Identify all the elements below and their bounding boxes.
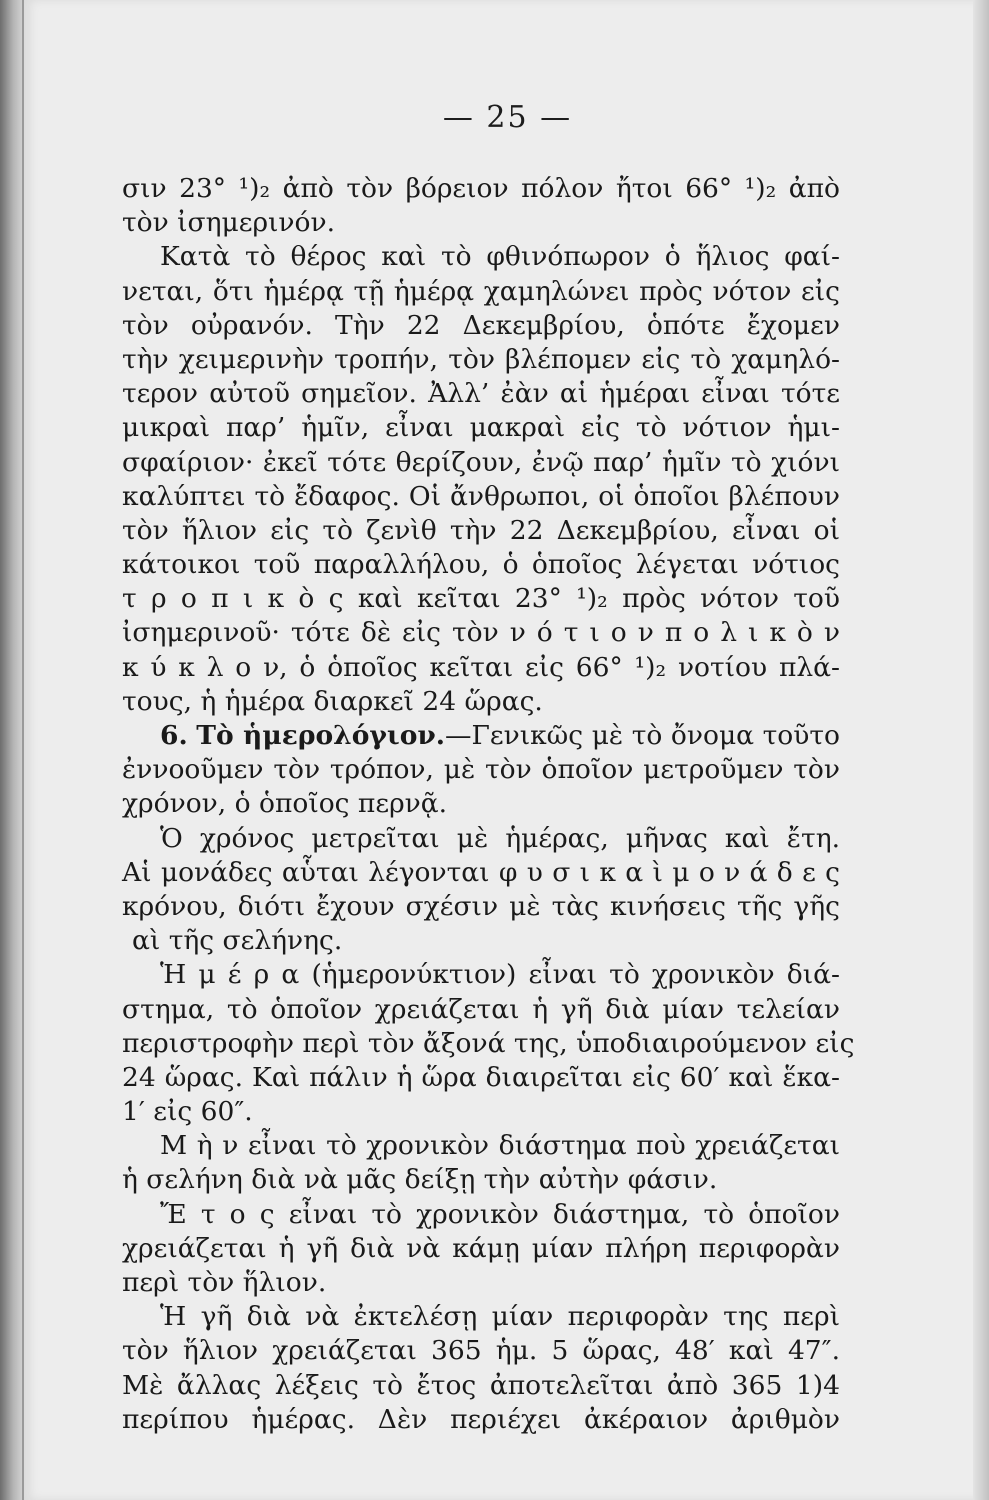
section-number: 6. [160,720,188,751]
text-line: Μὲ ἄλλας λέξεις τὸ ἔτος ἀποτελεῖται ἀπὸ 365 1)4 [122,1369,840,1401]
text-line: 24 ὥρας. Καὶ πάλιν ἡ ὥρα διαιρεῖται εἰς 60′ καὶ ἕκα- [122,1061,840,1093]
text-line: 1′ εἰς 60″. [122,1096,253,1128]
text-line: Μ ὴ ν εἶναι τὸ χρονικὸν διάστημα ποὺ χρειάζεται [160,1130,840,1162]
text-line: τὸν οὐρανόν. Τὴν 22 Δεκεμβρίου, ὁπότε ἔχομεν [122,309,840,341]
text-line: νεται, ὅτι ἡμέρᾳ τῇ ἡμέρᾳ χαμηλώνει πρὸς νότον εἰς [122,275,840,307]
text-line: χρόνον, ὁ ὁποῖος περνᾷ. [122,788,448,820]
section-title: Τὸ ἡμερολόγιον. [196,720,445,751]
text-line: τὸν ἥλιον εἰς τὸ ζενὶθ τὴν 22 Δεκεμβρίου, εἶναι οἱ [122,514,840,546]
text-line: χρειάζεται ἡ γῆ διὰ νὰ κάμῃ μίαν πλήρη περιφορὰν [122,1232,840,1264]
text-line: περιστροφὴν περὶ τὸν ἄξονά της, ὑποδιαιρούμενον εἰς [122,1027,855,1059]
book-page [22,0,989,1500]
page-body-text [122,172,855,1437]
text-line: περίπου ἡμέρας. Δὲν περιέχει ἀκέραιον ἀριθμὸν [122,1403,840,1435]
text-line: Κατὰ τὸ θέρος καὶ τὸ φθινόπωρον ὁ ἥλιος φαί- [160,241,840,273]
text-line: Ἡ μ έ ρ α (ἡμερονύκτιον) εἶναι τὸ χρονικὸν διά- [160,959,840,991]
text-line: ἡ σελήνη διὰ νὰ μᾶς δείξῃ τὴν αὐτὴν φάσιν. [122,1164,718,1196]
text-line: κάτοικοι τοῦ παραλλήλου, ὁ ὁποῖος λέγεται νότιος [122,549,840,581]
text-line: περὶ τὸν ἥλιον. [122,1267,327,1298]
text-line: τὸν ἰσημερινόν. [122,207,336,239]
text-line: ἐννοοῦμεν τὸν τρόπον, μὲ τὸν ὁποῖον μετροῦμεν τὸν [122,754,840,786]
text-line: τὴν χειμερινὴν τροπήν, τὸν βλέπομεν εἰς τὸ χαμηλό- [122,343,840,375]
text-line: κρόνου, διότι ἔχουν σχέσιν μὲ τὰς κινήσεις τῆς γῆς [122,890,840,922]
text-line: σφαίριον· ἐκεῖ τότε θερίζουν, ἐνῷ παρ’ ἡμῖν τὸ χιόνι [122,446,840,478]
text-line: τ ρ ο π ι κ ὸ ς καὶ κεῖται 23° ¹)₂ πρὸς νότον τοῦ [122,583,840,615]
text-line: αὶ τῆς σελήνης. [132,925,343,957]
section-heading-line [122,719,840,753]
text-line: Ἔ τ ο ς εἶναι τὸ χρονικὸν διάστημα, τὸ ὁποῖον [160,1198,840,1230]
page-number: — 25 — [442,100,573,135]
section-lead-text: —Γενικῶς μὲ τὸ ὄνομα τοῦτο [444,720,840,751]
text-line: τερον αὐτοῦ σημεῖον. Ἀλλ’ ἐὰν αἱ ἡμέραι εἶναι τότε [122,378,840,410]
text-line: τους, ἡ ἡμέρα διαρκεῖ 24 ὥρας. [122,685,543,717]
text-line: Ὁ χρόνος μετρεῖται μὲ ἡμέρας, μῆνας καὶ ἔτη. [160,822,840,854]
text-line: τὸν ἥλιον χρειάζεται 365 ἡμ. 5 ὥρας, 48′ καὶ 47″. [122,1335,840,1367]
text-line: ἰσημερινοῦ· τότε δὲ εἰς τὸν ν ό τ ι ο ν π ο λ ι κ ὸ ν [122,617,840,649]
text-line: Ἡ γῆ διὰ νὰ ἐκτελέσῃ μίαν περιφορὰν της περὶ [160,1301,840,1333]
text-line: στημα, τὸ ὁποῖον χρειάζεται ἡ γῆ διὰ μίαν τελείαν [122,993,840,1025]
book-spine [0,0,22,1500]
text-line: κ ύ κ λ ο ν, ὁ ὁποῖος κεῖται εἰς 66° ¹)₂ νοτίου πλά- [122,651,840,683]
text-line: μικραὶ παρ’ ἡμῖν, εἶναι μακραὶ εἰς τὸ νότιον ἡμι- [122,412,840,444]
text-line: καλύπτει τὸ ἔδαφος. Οἱ ἄνθρωποι, οἱ ὁποῖοι βλέπουν [122,480,840,512]
page-edge [973,0,989,1500]
text-line: Αἱ μονάδες αὗται λέγονται φ υ σ ι κ α ὶ μ ο ν ά δ ε ς [122,856,840,888]
text-line: σιν 23° ¹)₂ ἀπὸ τὸν βόρειον πόλον ἤτοι 66° ¹)₂ ἀπὸ [122,173,840,204]
